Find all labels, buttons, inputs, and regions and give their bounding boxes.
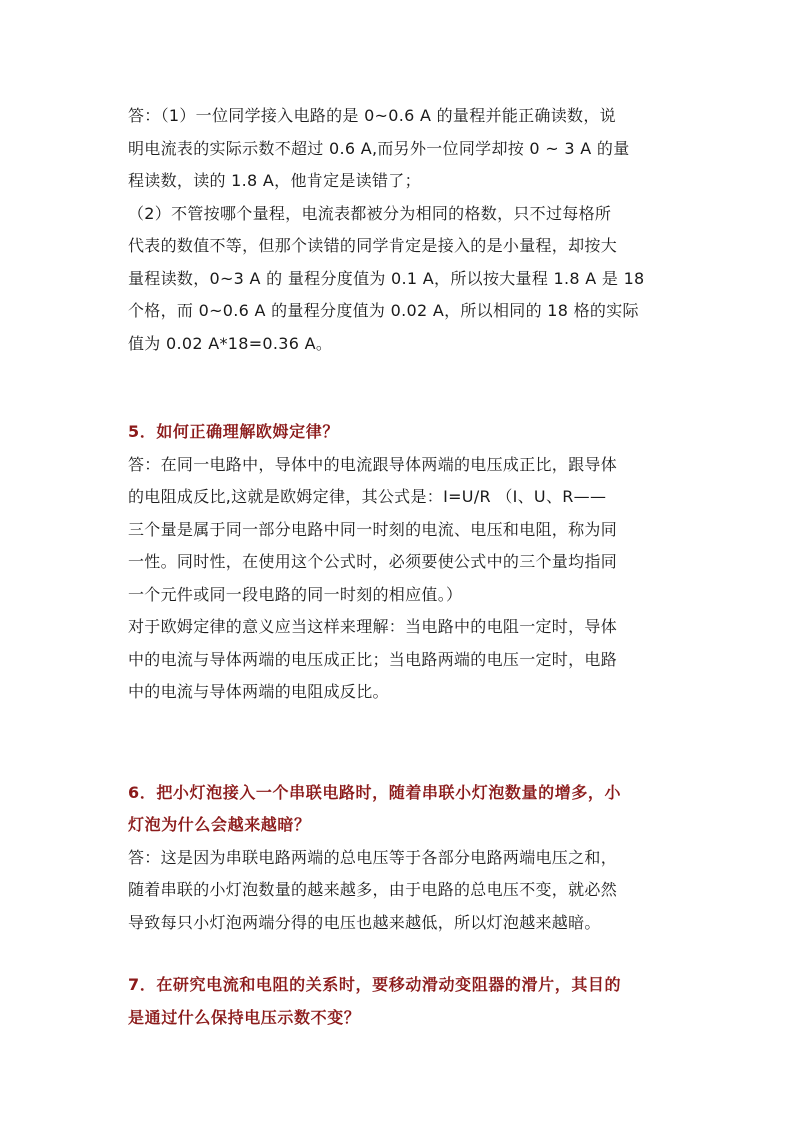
text-line: 答：在同一电路中，导体中的电流跟导体两端的电压成正比，跟导体 — [128, 454, 618, 474]
answer-paragraph — [128, 449, 668, 612]
document-page — [128, 100, 668, 1034]
text-line: 一性。同时性，在使用这个公式时，必须要使公式中的三个量均指同 — [128, 552, 618, 571]
text-line: 答：这是因为串联电路两端的总电压等于各部分电路两端电压之和， — [128, 847, 618, 867]
title-line: 是通过什么保持电压示数不变？ — [128, 1007, 361, 1027]
section-4-answer — [128, 100, 668, 360]
text-line: 的电阻成反比,这就是欧姆定律，其公式是：I=U/R （I、U、R—— — [128, 487, 607, 506]
text-line: 代表的数值不等，但那个读错的同学肯定是接入的是小量程，却按大 — [128, 236, 618, 255]
text-line: 个格，而 0~0.6 A 的量程分度值为 0.02 A，所以相同的 18 格的实际 — [128, 301, 639, 320]
text-line: 中的电流与导体两端的电阻成反比。 — [128, 682, 389, 701]
meaning-paragraph — [128, 611, 668, 709]
text-line: 中的电流与导体两端的电压成正比；当电路两端的电压一定时，电路 — [128, 649, 618, 669]
section-7 — [128, 969, 668, 1034]
title-line: 7．在研究电流和电阻的关系时，要移动滑动变阻器的滑片，其目的 — [128, 975, 622, 994]
text-line: 明电流表的实际示数不超过 0.6 A,而另外一位同学却按 0 ~ 3 A 的量 — [128, 138, 630, 158]
section-6 — [128, 777, 668, 940]
question-6-title — [128, 777, 668, 842]
text-line: 三个量是属于同一部分电路中同一时刻的电流、电压和电阻，称为同 — [128, 519, 618, 539]
answer-paragraph — [128, 842, 668, 940]
text-line: 随着串联的小灯泡数量的越来越多，由于电路的总电压不变，就必然 — [128, 880, 618, 899]
text-line: 对于欧姆定律的意义应当这样来理解：当电路中的电阻一定时，导体 — [128, 617, 618, 636]
text-line: 导致每只小灯泡两端分得的电压也越来越低，所以灯泡越来越暗。 — [128, 912, 601, 932]
title-line: 6．把小灯泡接入一个串联电路时，随着串联小灯泡数量的增多，小 — [128, 782, 622, 802]
section-5 — [128, 416, 668, 709]
text-line: 量程读数，0~3 A 的 量程分度值为 0.1 A，所以按大量程 1.8 A 是 18 — [128, 268, 645, 288]
spacer — [128, 939, 668, 969]
answer-paragraph-1 — [128, 100, 668, 198]
spacer — [128, 360, 668, 416]
text-line: 一个元件或同一段电路的同一时刻的相应值。） — [128, 584, 463, 604]
question-5-title: 5．如何正确理解欧姆定律？ — [128, 422, 339, 441]
text-line: 答：（1）一位同学接入电路的是 0~0.6 A 的量程并能正确读数，说 — [128, 106, 616, 125]
text-line: 值为 0.02 A*18=0.36 A。 — [128, 333, 333, 353]
answer-paragraph-2 — [128, 198, 668, 361]
title-line: 灯泡为什么会越来越暗？ — [128, 815, 311, 834]
question-7-title — [128, 969, 668, 1034]
text-line: 程读数，读的 1.8 A，他肯定是读错了； — [128, 171, 421, 190]
spacer — [128, 709, 668, 777]
text-line: （2）不管按哪个量程，电流表都被分为相同的格数，只不过每格所 — [128, 203, 612, 223]
